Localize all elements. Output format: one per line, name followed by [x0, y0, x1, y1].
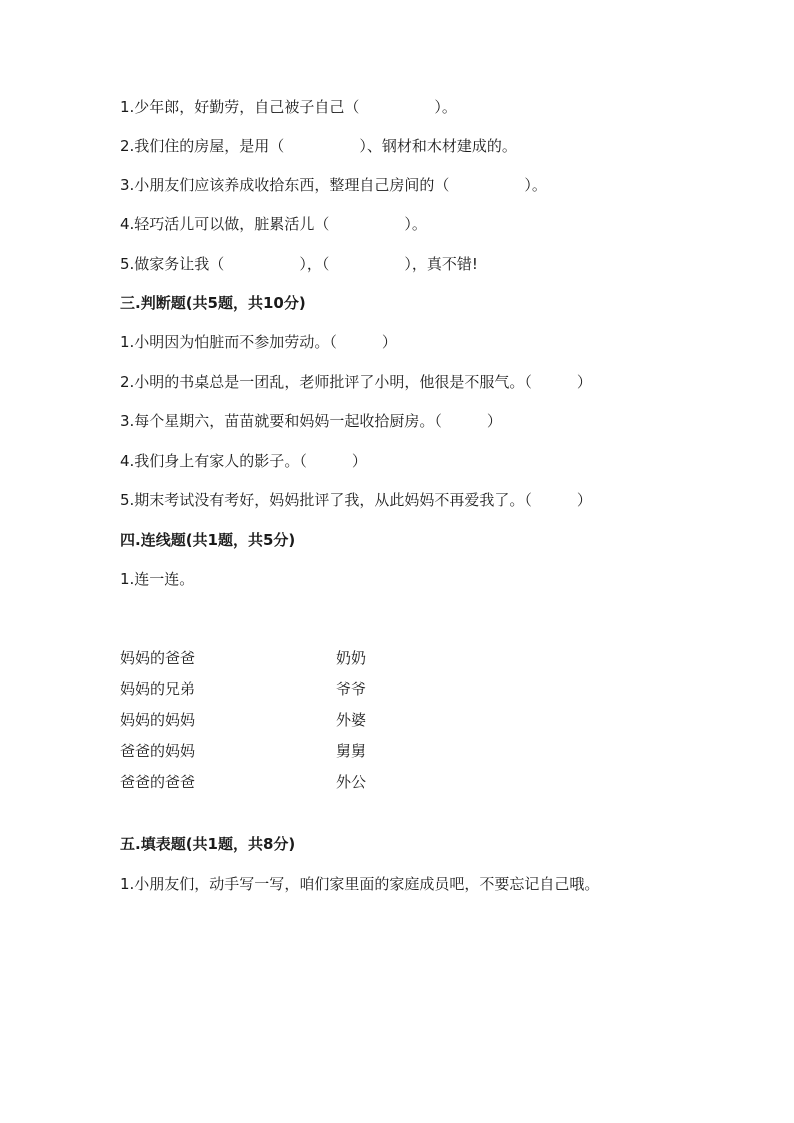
matching-right-item-4: 舅舅 — [336, 742, 367, 760]
matching-left-item-5: 爸爸的爸爸 — [120, 773, 196, 791]
true-false-question-3: 3.每个星期六，苗苗就要和妈妈一起收拾厨房。（ ） — [120, 412, 502, 430]
matching-left-item-4: 爸爸的妈妈 — [120, 742, 196, 760]
fill-blank-question-1: 1.少年郎，好勤劳，自己被子自己（ ）。 — [120, 98, 457, 116]
true-false-question-2: 2.小明的书桌总是一团乱，老师批评了小明，他很是不服气。（ ） — [120, 373, 592, 391]
matching-left-item-1: 妈妈的爸爸 — [120, 649, 196, 667]
fill-blank-question-2: 2.我们住的房屋，是用（ ）、钢材和木材建成的。 — [120, 137, 517, 155]
fill-blank-question-4: 4.轻巧活儿可以做，脏累活儿（ ）。 — [120, 215, 427, 233]
true-false-question-4: 4.我们身上有家人的影子。（ ） — [120, 452, 367, 470]
matching-question: 1.连一连。 — [120, 570, 195, 588]
fill-blank-question-5: 5.做家务让我（ ），（ ），真不错! — [120, 255, 478, 273]
matching-right-item-3: 外婆 — [336, 711, 367, 729]
matching-left-item-2: 妈妈的兄弟 — [120, 680, 196, 698]
section-4-heading: 四.连线题(共1题，共5分) — [120, 531, 296, 549]
true-false-question-5: 5.期末考试没有考好，妈妈批评了我，从此妈妈不再爱我了。（ ） — [120, 491, 592, 509]
matching-right-item-2: 爷爷 — [336, 680, 367, 698]
table-question: 1.小朋友们，动手写一写，咱们家里面的家庭成员吧，不要忘记自己哦。 — [120, 875, 600, 893]
true-false-question-1: 1.小明因为怕脏而不参加劳动。（ ） — [120, 333, 397, 351]
matching-right-item-5: 外公 — [336, 773, 367, 791]
matching-left-item-3: 妈妈的妈妈 — [120, 711, 196, 729]
section-3-heading: 三.判断题(共5题，共10分) — [120, 294, 306, 312]
section-5-heading: 五.填表题(共1题，共8分) — [120, 835, 296, 853]
fill-blank-question-3: 3.小朋友们应该养成收拾东西，整理自己房间的（ ）。 — [120, 176, 547, 194]
matching-right-item-1: 奶奶 — [336, 649, 367, 667]
